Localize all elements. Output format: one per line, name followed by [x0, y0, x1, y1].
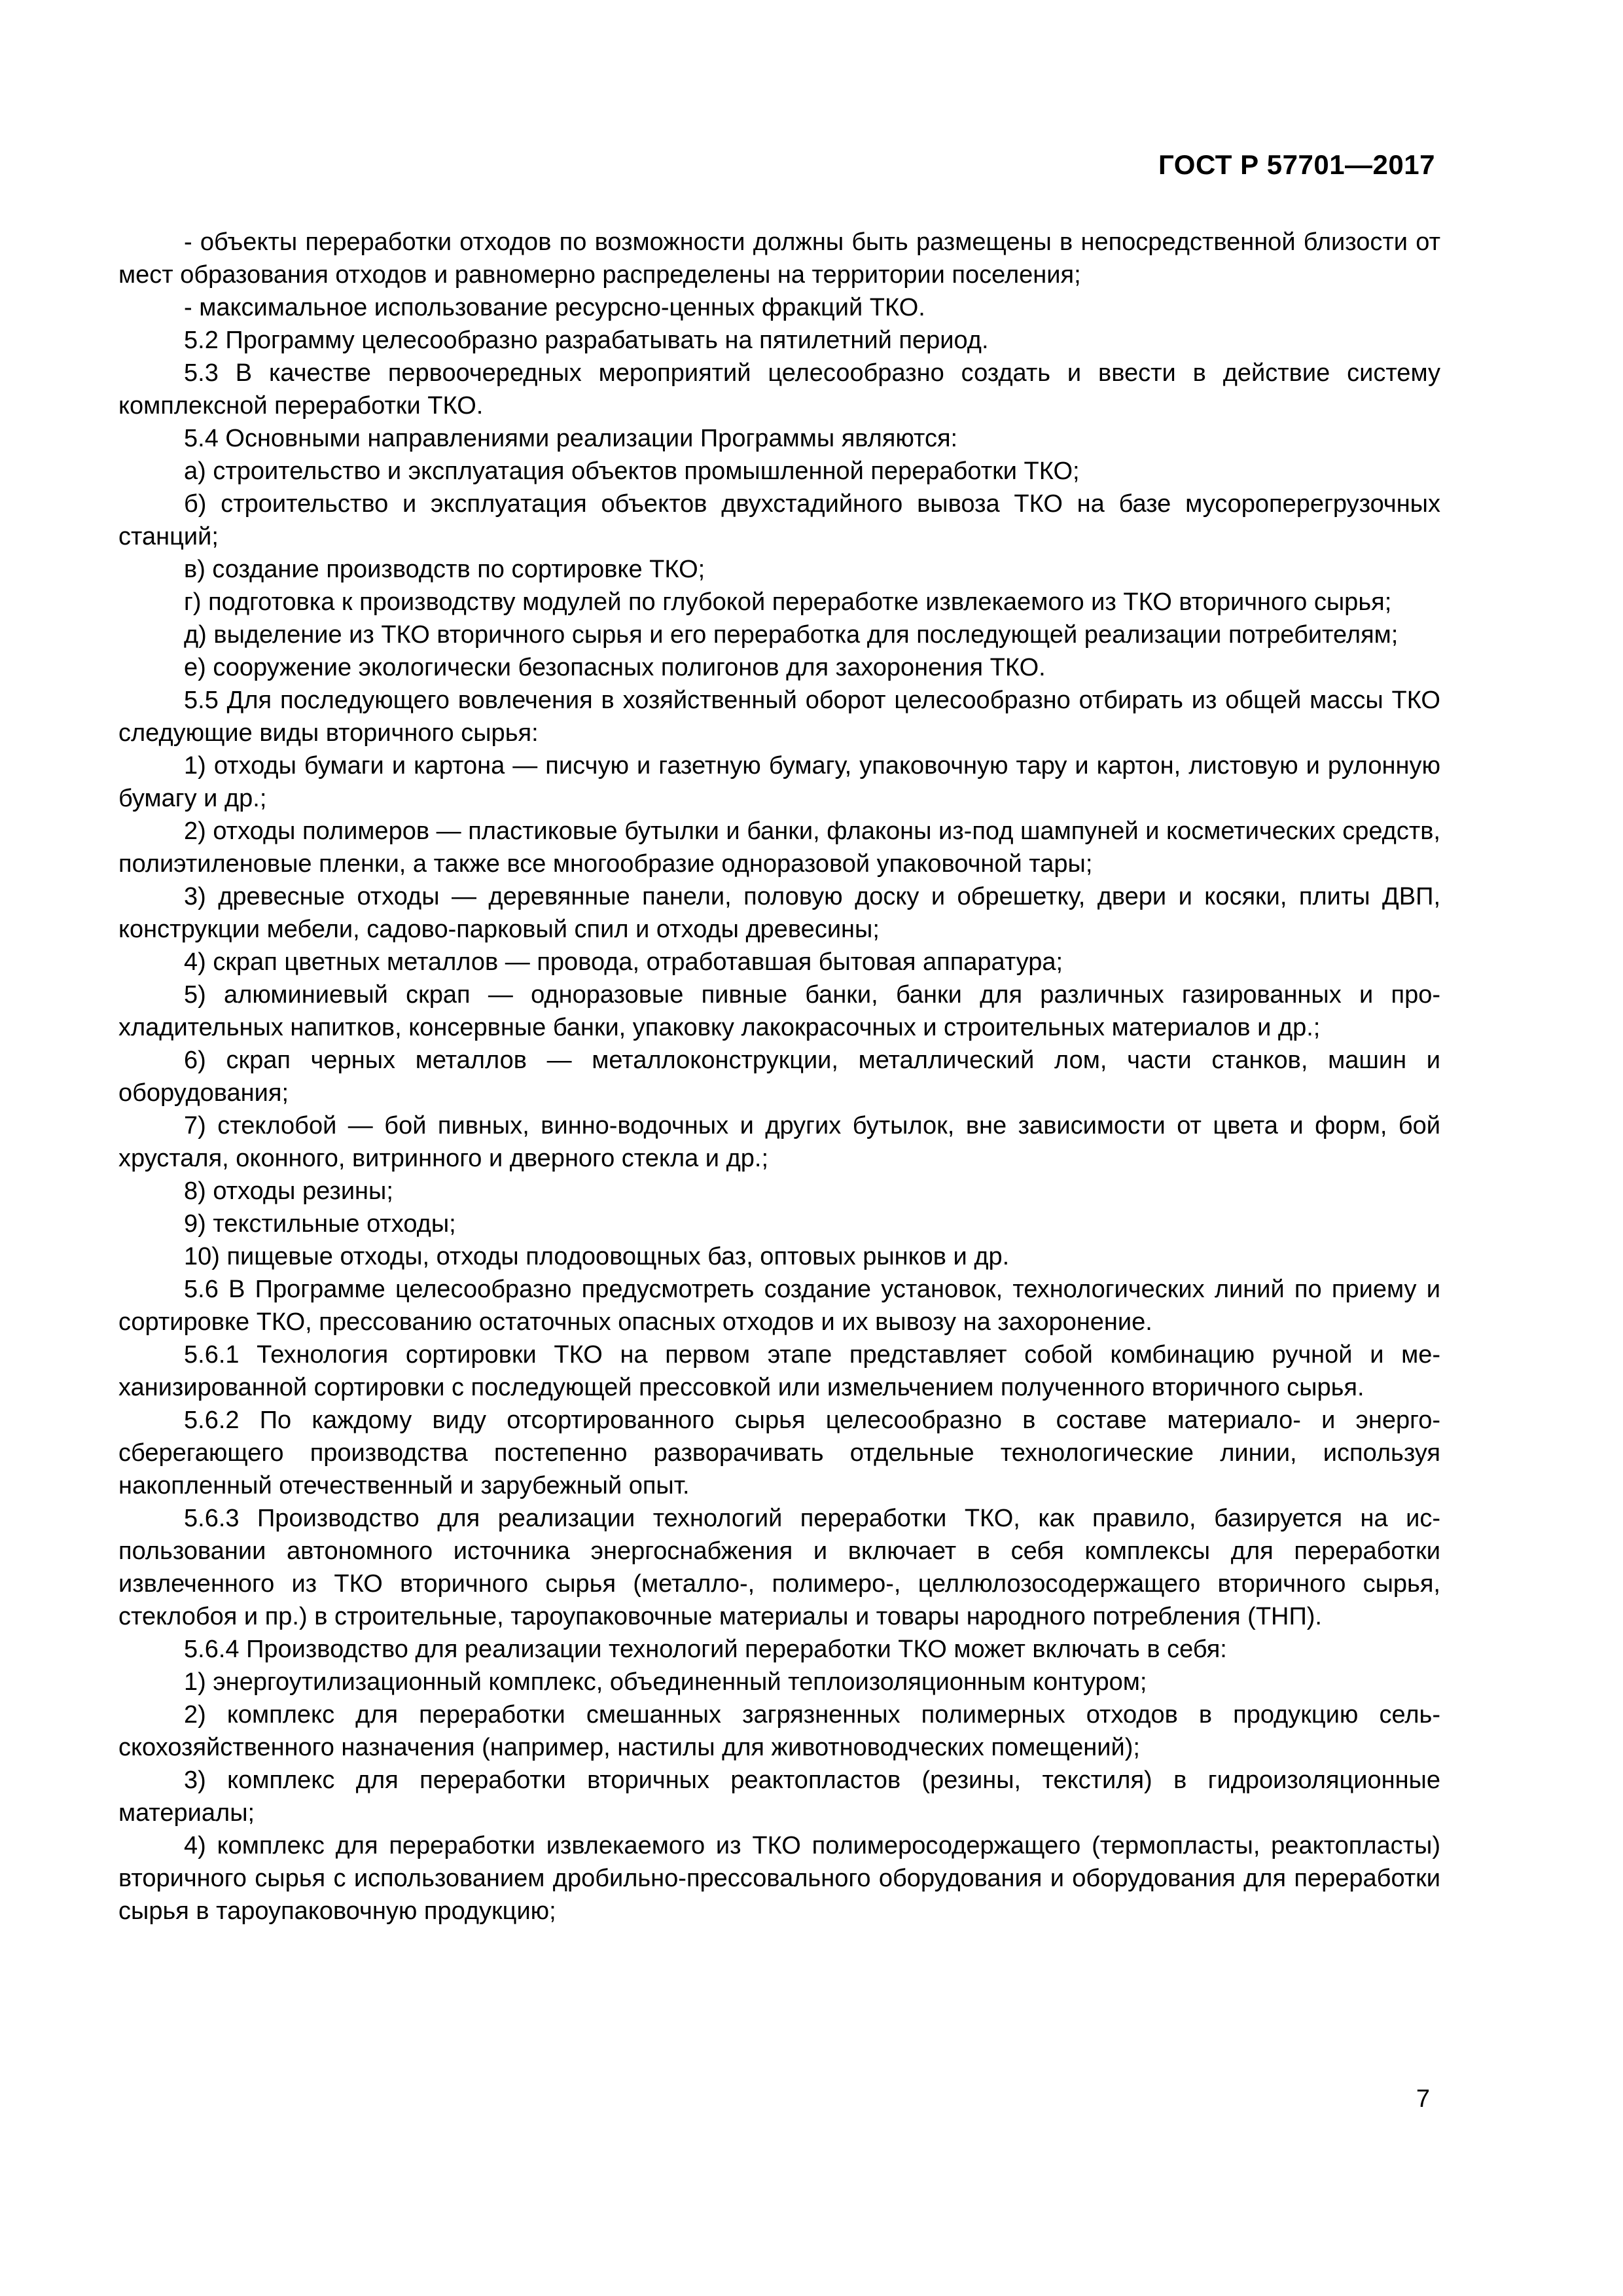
paragraph: 2) комплекс для переработки смешанных загрязненных полимерных отходов в продукцию сельскохозяйственного назначения (например, настилы для животноводческих помещений);	[118, 1701, 1440, 1761]
paragraph: - максимальное использование ресурсно-ценных фракций ТКО.	[184, 294, 925, 321]
paragraph: 5) алюминиевый скрап — одноразовые пивные банки, банки для различных газированных и прохладительных напитков, консервные банки, упаковку лакокрасочных и строительных материалов и др.;	[118, 981, 1440, 1041]
paragraph: д) выделение из ТКО вторичного сырья и его переработка для последующей реализации потребителям;	[184, 621, 1399, 649]
paragraph: в) создание производств по сортировке ТКО;	[184, 556, 705, 583]
paragraph: 3) древесные отходы — деревянные панели, половую доску и обрешетку, двери и косяки, плиты ДВП, конструкции мебели, садово-парковый спил и отходы древесины;	[118, 883, 1440, 943]
paragraph: 5.6.4 Производство для реализации технологий переработки ТКО может включать в себя:	[184, 1636, 1227, 1663]
paragraph: 5.2 Программу целесообразно разрабатывать на пятилетний период.	[184, 327, 989, 354]
paragraph: 5.4 Основными направлениями реализации Программы являются:	[184, 425, 958, 452]
paragraph: 1) отходы бумаги и картона — писчую и газетную бумагу, упаковочную тару и картон, листовую и рулонную бумагу и др.;	[118, 752, 1440, 812]
document-body	[118, 226, 1440, 1928]
paragraph: 5.6 В Программе целесообразно предусмотреть создание установок, технологических линий по приему и сортировке ТКО, прессованию остаточных опасных отходов и их вывозу на захоронение.	[118, 1276, 1440, 1336]
paragraph: 5.3 В качестве первоочередных мероприятий целесообразно создать и ввести в действие систему комплексной переработки ТКО.	[118, 359, 1440, 420]
paragraph: 3) комплекс для переработки вторичных реактопластов (резины, текстиля) в гидроизоляционные материалы;	[118, 1767, 1440, 1827]
paragraph: г) подготовка к производству модулей по глубокой переработке извлекаемого из ТКО вторичного сырья;	[184, 588, 1392, 616]
paragraph: 4) скрап цветных металлов — провода, отработавшая бытовая аппаратура;	[184, 948, 1063, 976]
paragraph: 2) отходы полимеров — пластиковые бутылки и банки, флаконы из-под шампуней и косметических средств, полиэтиленовые пленки, а также все многообразие одноразовой упаковочной тары;	[118, 817, 1440, 878]
paragraph: 9) текстильные отходы;	[184, 1210, 456, 1238]
paragraph: б) строительство и эксплуатация объектов двухстадийного вывоза ТКО на базе мусороперегрузочных станций;	[118, 490, 1440, 550]
paragraph: 10) пищевые отходы, отходы плодоовощных баз, оптовых рынков и др.	[184, 1243, 1010, 1270]
paragraph: 5.6.2 По каждому виду отсортированного сырья целесообразно в составе материало- и энергосберегающего производства постепенно разворачивать отдельные технологические линии, используя накопленный отечественный и зарубежный опыт.	[118, 1407, 1440, 1499]
paragraph: 5.5 Для последующего вовлечения в хозяйственный оборот целесообразно отбирать из общей массы ТКО следующие виды вторичного сырья:	[118, 687, 1440, 747]
paragraph: 1) энергоутилизационный комплекс, объединенный теплоизоляционным контуром;	[184, 1668, 1147, 1696]
paragraph: 5.6.1 Технология сортировки ТКО на первом этапе представляет собой комбинацию ручной и механизированной сортировки с последующей прессовкой или измельчением полученного вторичного сырья.	[118, 1341, 1440, 1401]
paragraph: 6) скрап черных металлов — металлоконструкции, металлический лом, части станков, машин и оборудования;	[118, 1047, 1440, 1107]
paragraph: 7) стеклобой — бой пивных, винно-водочных и других бутылок, вне зависимости от цвета и форм, бой хрусталя, оконного, витринного и дверного стекла и др.;	[118, 1112, 1440, 1172]
paragraph: 4) комплекс для переработки извлекаемого из ТКО полимеросодержащего (термопласты, реактопласты) вторичного сырья с использованием дробильно-прессовального оборудования и оборудования для переработки сырья в тароупаковочную продукцию;	[118, 1832, 1440, 1925]
document-header: ГОСТ Р 57701—2017	[1158, 149, 1435, 180]
paragraph: 8) отходы резины;	[184, 1177, 393, 1205]
paragraph: а) строительство и эксплуатация объектов промышленной переработки ТКО;	[184, 457, 1080, 485]
paragraph: - объекты переработки отходов по возможности должны быть размещены в непосредственной близости от мест образования отходов и равномерно распределены на территории поселения;	[118, 228, 1440, 289]
paragraph: е) сооружение экологически безопасных полигонов для захоронения ТКО.	[184, 654, 1046, 681]
page-number: 7	[1416, 2085, 1430, 2113]
paragraph: 5.6.3 Производство для реализации технологий переработки ТКО, как правило, базируется на использовании автономного источника энергоснабжения и включает в себя комплексы для переработки извлеченного из ТКО вторичного сырья (металло-, полимеро-, целлюлозосодержащего вторичного сырья, стеклобоя и пр.) в строительные, тароупаковочные материалы и товары народного потребления (ТНП).	[118, 1505, 1440, 1630]
